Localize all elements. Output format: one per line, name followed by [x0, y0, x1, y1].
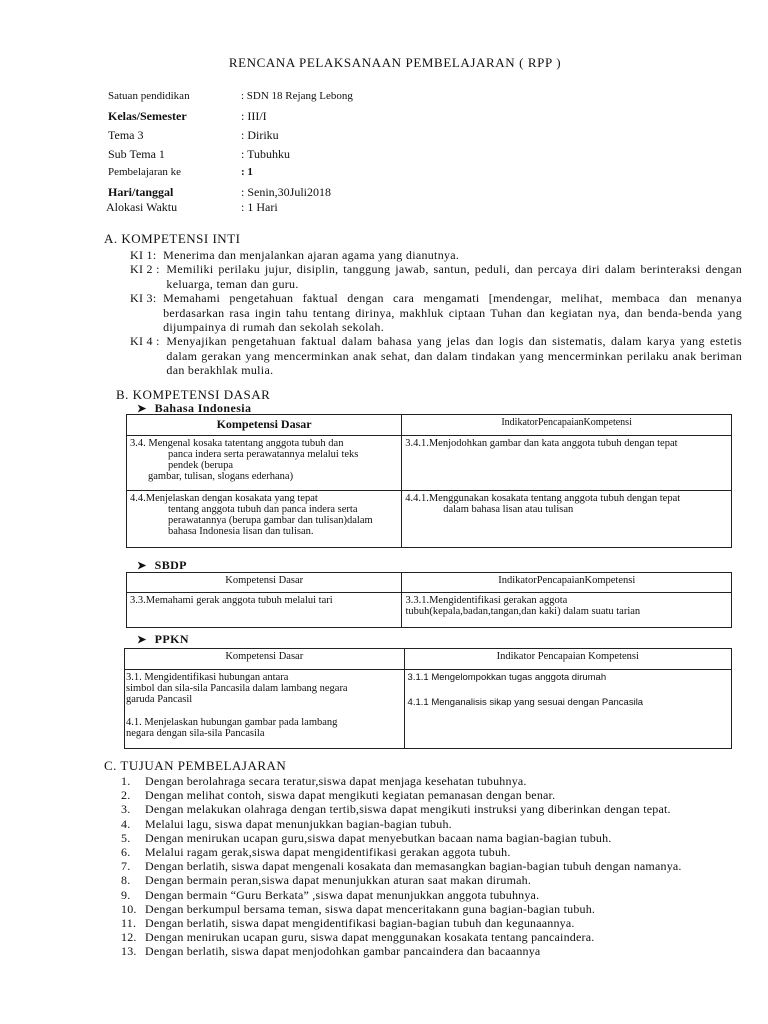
kd-table-bahasa	[126, 414, 732, 548]
table-header: IndikatorPencapaianKompetensi	[402, 415, 732, 436]
list-number: 13.	[121, 944, 137, 959]
kd-text: 4.1. Menjelaskan hubungan gambar pada lambang	[126, 717, 338, 728]
kd-text: 3.4. Mengenal kosaka tatentang anggota tubuh dan	[130, 438, 344, 449]
list-text: Dengan menirukan ucapan guru, siswa dapat menggunakan kosakata tentang pancaindera.	[145, 930, 595, 945]
list-text: Dengan menirukan ucapan guru,siswa dapat menyebutkan bacaan nama bagian-bagian tubuh.	[145, 830, 612, 845]
table-cell	[402, 593, 732, 628]
indikator-text: dalam bahasa lisan atau tulisan	[443, 504, 574, 515]
kd-text: 3.1. Mengidentifikasi hubungan antara	[126, 672, 289, 683]
list-number: 11.	[121, 916, 137, 931]
kd-text: garuda Pancasil	[126, 694, 193, 705]
list-item	[121, 788, 729, 802]
subject-name: SBDP	[154, 558, 187, 572]
tujuan-list	[121, 774, 729, 959]
identity-value: : III/I	[241, 109, 267, 123]
identity-label: Alokasi Waktu	[106, 200, 178, 214]
indikator-text: 3.1.1 Mengelompokkan tugas anggota dirumah	[407, 672, 607, 683]
table-header: Kompetensi Dasar	[127, 415, 402, 436]
list-number: 1.	[121, 774, 131, 788]
list-number: 10.	[121, 901, 137, 916]
ki-item	[130, 334, 742, 377]
indikator-text: 3.3.1.Mengidentifikasi gerakan aggota	[405, 595, 568, 606]
list-text: Dengan berkumpul bersama teman, siswa dapat menceritakann guna bagian-bagian tubuh.	[145, 901, 596, 916]
list-text: Dengan berlatih, siswa dapat menjodohkan gambar pancaindera dan bacaannya	[145, 944, 541, 959]
list-text: Melalui lagu, siswa dapat menunjukkan bagian-bagian tubuh.	[145, 816, 452, 831]
section-c-heading: C. TUJUAN PEMBELAJARAN	[104, 758, 287, 773]
list-item	[121, 888, 729, 902]
list-number: 5.	[121, 830, 131, 845]
kd-text: negara dengan sila-sila Pancasila	[126, 728, 265, 739]
list-text: Dengan bermain “Guru Berkata” ,siswa dapat menunjukkan anggota tubuhnya.	[145, 887, 540, 902]
ki-text: Menyajikan pengetahuan faktual dalam bahasa yang jelas dan logis dan sistematis, dalam karya yang estetis dalam gerakan yang mencerminkan anak sehat, dan dalam tindakan yang mencerminkan perilaku anak beriman dan berakhlak mulia.	[166, 334, 742, 378]
list-number: 12.	[121, 930, 137, 945]
identity-value: : Senin,30Juli2018	[241, 185, 332, 199]
kd-text: pendek (berupa	[168, 460, 234, 471]
table-cell	[127, 593, 402, 628]
list-item	[121, 802, 729, 816]
table-header: Kompetensi Dasar	[127, 573, 402, 593]
indikator-text: 4.1.1 Menganalisis sikap yang sesuai dengan Pancasila	[407, 697, 644, 708]
identity-value: : Diriku	[241, 128, 279, 142]
document-title: RENCANA PELAKSANAAN PEMBELAJARAN ( RPP )	[228, 55, 562, 70]
list-number: 4.	[121, 816, 131, 831]
kd-text: bahasa Indonesia lisan dan tulisan.	[168, 526, 314, 537]
table-header: IndikatorPencapaianKompetensi	[402, 573, 732, 593]
section-a-heading: A. KOMPETENSI INTI	[104, 231, 241, 246]
table-header-row	[125, 649, 732, 670]
identity-value: : 1	[241, 166, 253, 178]
list-item	[121, 916, 729, 930]
ki-code: KI 1:	[130, 248, 164, 262]
identity-row	[108, 147, 508, 166]
ki-code: KI 4 :	[130, 334, 167, 349]
identity-row	[108, 128, 508, 147]
list-number: 3.	[121, 802, 131, 817]
ki-code: KI 3:	[130, 291, 164, 306]
kd-table-sbdp	[126, 572, 732, 628]
table-cell	[125, 670, 405, 749]
ki-item	[130, 248, 742, 262]
list-item	[121, 873, 729, 887]
identity-row	[108, 90, 508, 109]
kd-text: tentang anggota tubuh dan panca indera serta	[168, 504, 358, 515]
identity-row	[108, 166, 508, 185]
identity-label: Satuan pendidikan	[108, 90, 190, 102]
list-number: 6.	[121, 845, 131, 860]
list-number: 7.	[121, 859, 131, 874]
kd-text: 3.3.Memahami gerak anggota tubuh melalui tari	[130, 595, 333, 606]
list-text: Dengan berlatih, siswa dapat mengidentifikasi bagian-bagian tubuh dan kegunaannya.	[145, 916, 575, 931]
list-text: Dengan berlatih, siswa dapat mengenali kosakata dan memasangkan bagian-bagian tubuh dengan namanya.	[145, 859, 682, 874]
subject-name: PPKN	[154, 632, 189, 646]
identity-value: : SDN 18 Rejang Lebong	[241, 90, 353, 102]
kd-text: simbol dan sila-sila Pancasila dalam lambang negara	[126, 683, 348, 694]
table-cell	[127, 491, 402, 548]
list-number: 8.	[121, 873, 131, 888]
list-text: Dengan bermain peran,siswa dapat menunjukkan aturan saat makan dirumah.	[145, 873, 532, 888]
list-number: 2.	[121, 788, 131, 803]
kd-text: 4.4.Menjelaskan dengan kosakata yang tepat	[130, 493, 318, 504]
list-item	[121, 944, 729, 958]
kompetensi-inti-list	[130, 248, 742, 378]
identity-label: Pembelajaran ke	[108, 166, 181, 178]
arrowhead-bullet-icon: ➤	[137, 560, 147, 572]
list-item	[121, 845, 729, 859]
identity-value: : 1 Hari	[241, 200, 278, 214]
identity-row	[108, 109, 508, 128]
table-row	[125, 670, 732, 749]
table-cell	[127, 436, 402, 491]
identity-value: : Tubuhku	[241, 147, 291, 161]
identity-label: Tema 3	[108, 128, 144, 142]
kd-table-ppkn	[124, 648, 732, 749]
list-item	[121, 859, 729, 873]
identity-label: Kelas/Semester	[108, 109, 187, 123]
ki-item	[130, 291, 742, 334]
indikator-text: 3.4.1.Menjodohkan gambar dan kata anggota tubuh dengan tepat	[405, 438, 678, 449]
subject-label-sbdp	[137, 558, 187, 573]
subject-label-ppkn	[137, 632, 189, 647]
kd-text: gambar, tulisan, slogans ederhana)	[148, 471, 294, 482]
section-b-heading: B. KOMPETENSI DASAR	[116, 387, 271, 402]
table-header-row	[127, 573, 732, 593]
table-row	[127, 491, 732, 548]
identity-label: Hari/tanggal	[108, 185, 174, 199]
arrowhead-bullet-icon: ➤	[137, 634, 147, 646]
table-cell	[402, 436, 732, 491]
identity-label: Sub Tema 1	[108, 147, 165, 161]
list-text: Dengan berolahraga secara teratur,siswa dapat menjaga kesehatan tubuhnya.	[145, 774, 527, 788]
list-item	[121, 902, 729, 916]
table-row	[127, 593, 732, 628]
identity-block	[108, 90, 508, 219]
kd-text: panca indera serta perawatannya melalui teks	[168, 449, 359, 460]
kd-text: perawatannya (berupa gambar dan tulisan)dalam	[168, 515, 373, 526]
list-item	[121, 817, 729, 831]
list-number: 9.	[121, 887, 131, 902]
ki-item	[130, 262, 742, 291]
ki-code: KI 2 :	[130, 262, 167, 277]
table-cell	[404, 670, 731, 749]
ki-text: Menerima dan menjalankan ajaran agama yang dianutnya.	[163, 248, 460, 262]
list-item	[121, 831, 729, 845]
table-header-row	[127, 415, 732, 436]
list-text: Dengan melihat contoh, siswa dapat mengikuti kegiatan pemanasan dengan benar.	[145, 788, 556, 803]
list-item	[121, 930, 729, 944]
indikator-text: 4.4.1.Menggunakan kosakata tentang anggota tubuh dengan tepat	[405, 493, 681, 504]
table-header: Indikator Pencapaian Kompetensi	[404, 649, 731, 670]
list-item	[121, 774, 729, 788]
arrowhead-bullet-icon: ➤	[137, 403, 147, 415]
indikator-text: tubuh(kepala,badan,tangan,dan kaki) dalam suatu tarian	[405, 606, 641, 617]
subject-name: Bahasa Indonesia	[154, 401, 252, 415]
table-cell	[402, 491, 732, 548]
ki-text: Memiliki perilaku jujur, disiplin, tanggung jawab, santun, peduli, dan percaya diri dalam berinteraksi dengan keluarga, teman dan guru.	[166, 262, 742, 291]
list-text: Dengan melakukan olahraga dengan tertib,siswa dapat mengikuti instruksi yang diberinkan dengan tepat.	[145, 802, 671, 817]
list-text: Melalui ragam gerak,siswa dapat mengidentifikasi gerakan aggota tubuh.	[145, 845, 511, 860]
identity-row	[108, 200, 508, 219]
table-row	[127, 436, 732, 491]
table-header: Kompetensi Dasar	[125, 649, 405, 670]
ki-text: Memahami pengetahuan faktual dengan cara mengamati [mendengar, melihat, membaca dan menanya berdasarkan rasa ingin tahu tentang dirinya, makhluk ciptaan Tuhan dan kegiatan nya, dan benda-benda yang dijumpainya di rumah dan sekolah sekolah.	[163, 291, 742, 335]
